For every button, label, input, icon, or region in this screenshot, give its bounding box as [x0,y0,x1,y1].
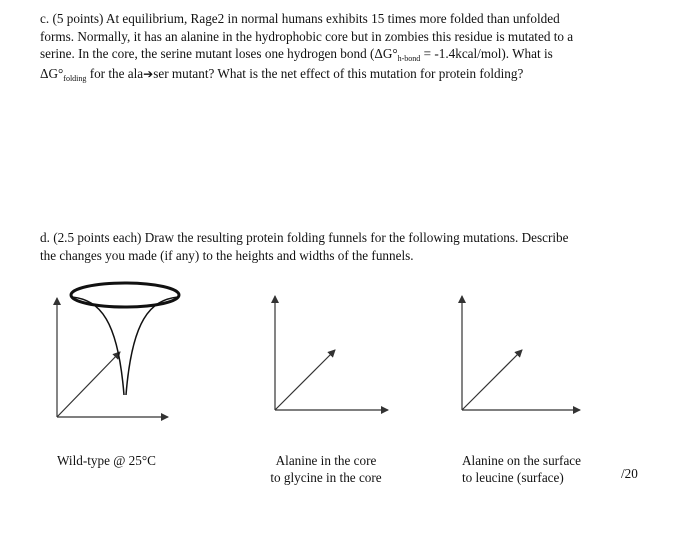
leucine-caption-line-2: to leucine (surface) [462,470,564,485]
wt-diagonal-axis [57,352,120,417]
gly-diagonal-axis [275,350,335,410]
right-arrow-icon: ➔ [143,66,154,81]
leucine-caption-line-1: Alanine on the surface [462,453,582,468]
wild-type-caption: Wild-type @ 25°C [57,453,156,468]
leucine-funnel-axes [462,296,580,410]
glycine-caption [256,452,396,486]
question-c-line-3-end: = -1.4kcal/mol). What is [420,46,553,61]
question-c-line-2: forms. Normally, it has an alanine in the hydrophobic core but in zombies this residue is mutated to a [40,28,574,44]
question-c-line-4-start: ΔG° [40,65,64,81]
question-c-line-3-start: serine. In the core, the serine mutant loses one hydrogen bond (ΔG° [40,46,398,61]
h-bond-subscript: h-bond [397,54,421,63]
wt-funnel-right-wall [126,297,178,395]
leucine-caption [462,452,597,486]
question-c-line-4-end: ser mutant? What is the net effect of this mutation for protein folding? [153,65,524,81]
leu-diagonal-axis [462,350,522,410]
wild-type-funnel [57,283,179,417]
question-c-line-4-mid: for the ala [86,65,144,81]
folding-subscript: folding [63,73,87,83]
wt-funnel-left-wall [72,297,124,395]
score-total: /20 [621,466,638,481]
question-d-line-2: the changes you made (if any) to the heights and widths of the funnels. [40,247,414,263]
glycine-caption-line-1: Alanine in the core [275,453,377,468]
wt-funnel-rim [71,283,179,307]
question-c-line-1: c. (5 points) At equilibrium, Rage2 in normal humans exhibits 15 times more folded than unfolded [40,11,560,26]
glycine-funnel-axes [275,296,388,410]
glycine-caption-line-2: to glycine in the core [270,470,382,485]
question-d-line-1: d. (2.5 points each) Draw the resulting protein folding funnels for the following mutations. Describe [40,230,569,245]
